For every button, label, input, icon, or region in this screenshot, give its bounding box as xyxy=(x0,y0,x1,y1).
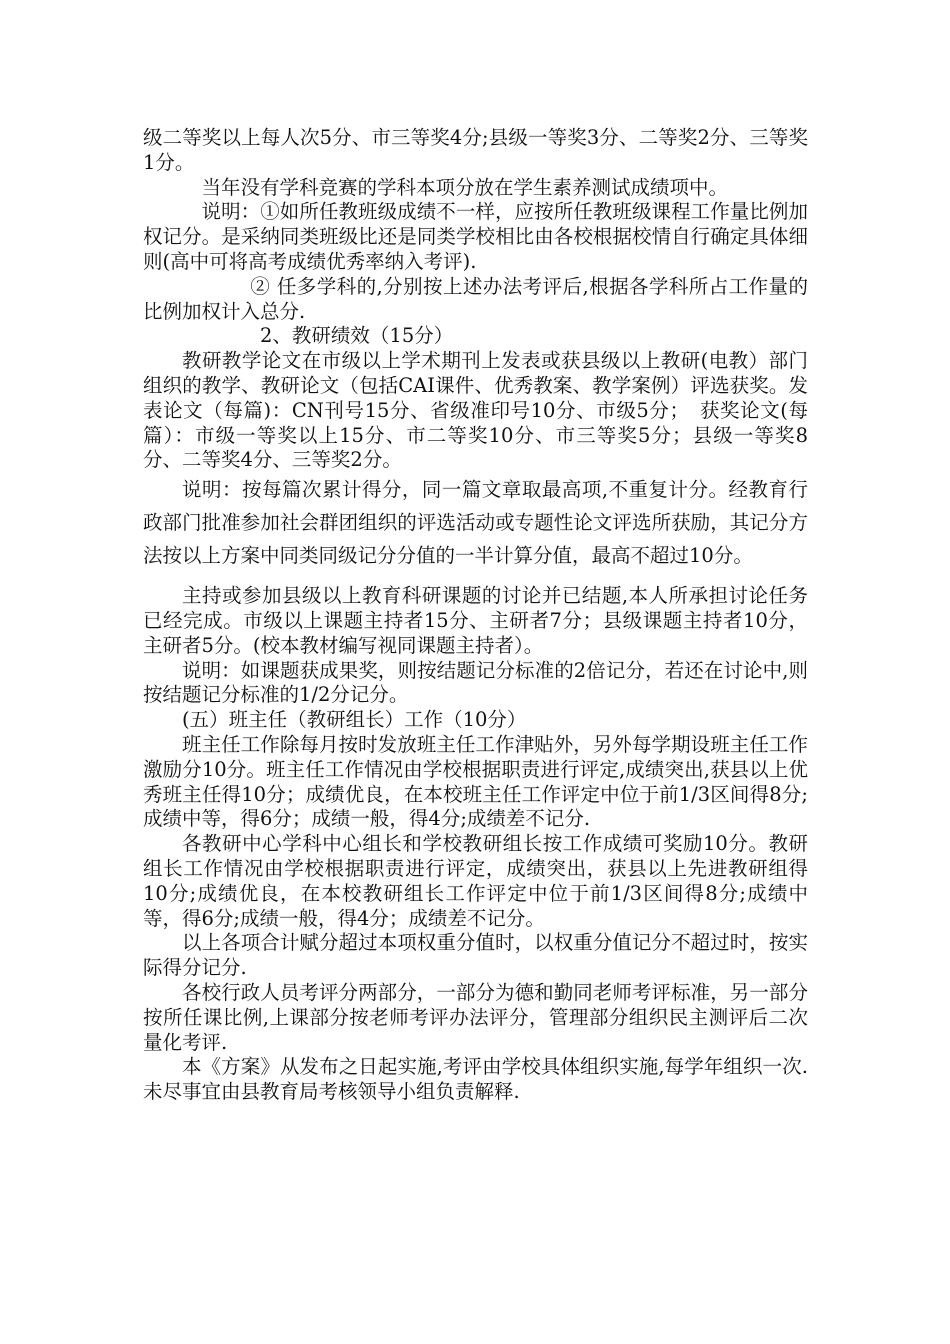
paragraph-research-note: 说明：按每篇次累计得分，同一篇文章取最高项,不重复计分。经教育行政部门批准参加社会群团组织的评选活动或专题性论文评选所获励，其记分方法按以上方案中同类同级记分分值的一半计算分值，最高不超过10分。 xyxy=(143,478,808,568)
paragraph-no-competition: 当年没有学科竞赛的学科本项分放在学生素养测试成绩项中。 xyxy=(201,175,729,199)
paragraph-research-papers: 教研教学论文在市级以上学术期刊上发表或获县级以上教研(电教）部门组织的教学、教研论文（包括CAI课件、优秀教案、教学案例）评选获奖。发表论文（每篇)：CN刊号15分、省级准印号10分、市级5分； 获奖论文(每篇）：市级一等奖以上15分、市二等奖10分、市三等奖5分；县级一等奖8分、二等奖4分、三等奖2分。 xyxy=(143,349,808,472)
document-body xyxy=(143,126,808,1105)
paragraph-note-1: 说明：①如所任教班级成绩不一样，应按所任教班级课程工作量比例加权记分。是采纳同类班级比还是同类学校相比由各校根据校情自行确定具体细则(高中可将高考成绩优秀率纳入考评). xyxy=(143,200,808,273)
section-heading-class-teacher: (五）班主任（教研组长）工作（10分） xyxy=(182,708,527,732)
paragraph-group-leader: 各教研中心学科中心组长和学校教研组长按工作成绩可奖励10分。教研组长工作情况由学校根据职责进行评定，成绩突出，获县以上先进教研组得10分;成绩优良，在本校教研组长工作评定中位于前1/3区间得8分;成绩中等，得6分;成绩一般，得4分；成绩差不记分。 xyxy=(143,832,808,930)
paragraph-research-projects: 主持或参加县级以上教育科研课题的讨论并已结题,本人所承担讨论任务已经完成。市级以上课题主持者15分、主研者7分；县级课题主持者10分，主研者5分。(校本教材编写视同课题主持者）。 xyxy=(143,584,808,657)
section-heading-research: 2、教研绩效（15分） xyxy=(260,324,454,348)
paragraph-project-note: 说明：如课题获成果奖，则按结题记分标准的2倍记分，若还在讨论中,则按结题记分标准的1/2分记分。 xyxy=(143,658,808,707)
paragraph-class-teacher: 班主任工作除每月按时发放班主任工作津贴外，另外每学期设班主任工作激励分10分。班主任工作情况由学校根据职责进行评定,成绩突出,获县以上优秀班主任得10分；成绩优良，在本校班主任工作评定中位于前1/3区间得8分;成绩中等，得6分；成绩一般，得4分;成绩差不记分. xyxy=(143,732,808,831)
paragraph-admin-staff: 各校行政人员考评分两部分，一部分为德和勤同老师考评标准，另一部分按所任课比例,上课部分按老师考评办法评分，管理部分组织民主测评后二次量化考评. xyxy=(143,980,808,1054)
paragraph-weight-cap: 以上各项合计赋分超过本项权重分值时，以权重分值记分不超过时，按实际得分记分. xyxy=(143,931,808,980)
paragraph-note-2: ② 任多学科的,分别按上述办法考评后,根据各学科所占工作量的比例加权计入总分. xyxy=(143,274,808,323)
paragraph-implementation: 本《方案》从发布之日起实施,考评由学校具体组织实施,每学年组织一次.未尽事宜由县教育局考核领导小组负责解释. xyxy=(143,1055,808,1104)
paragraph-award-scores: 级二等奖以上每人次5分、市三等奖4分;县级一等奖3分、二等奖2分、三等奖1分。 xyxy=(143,126,808,174)
